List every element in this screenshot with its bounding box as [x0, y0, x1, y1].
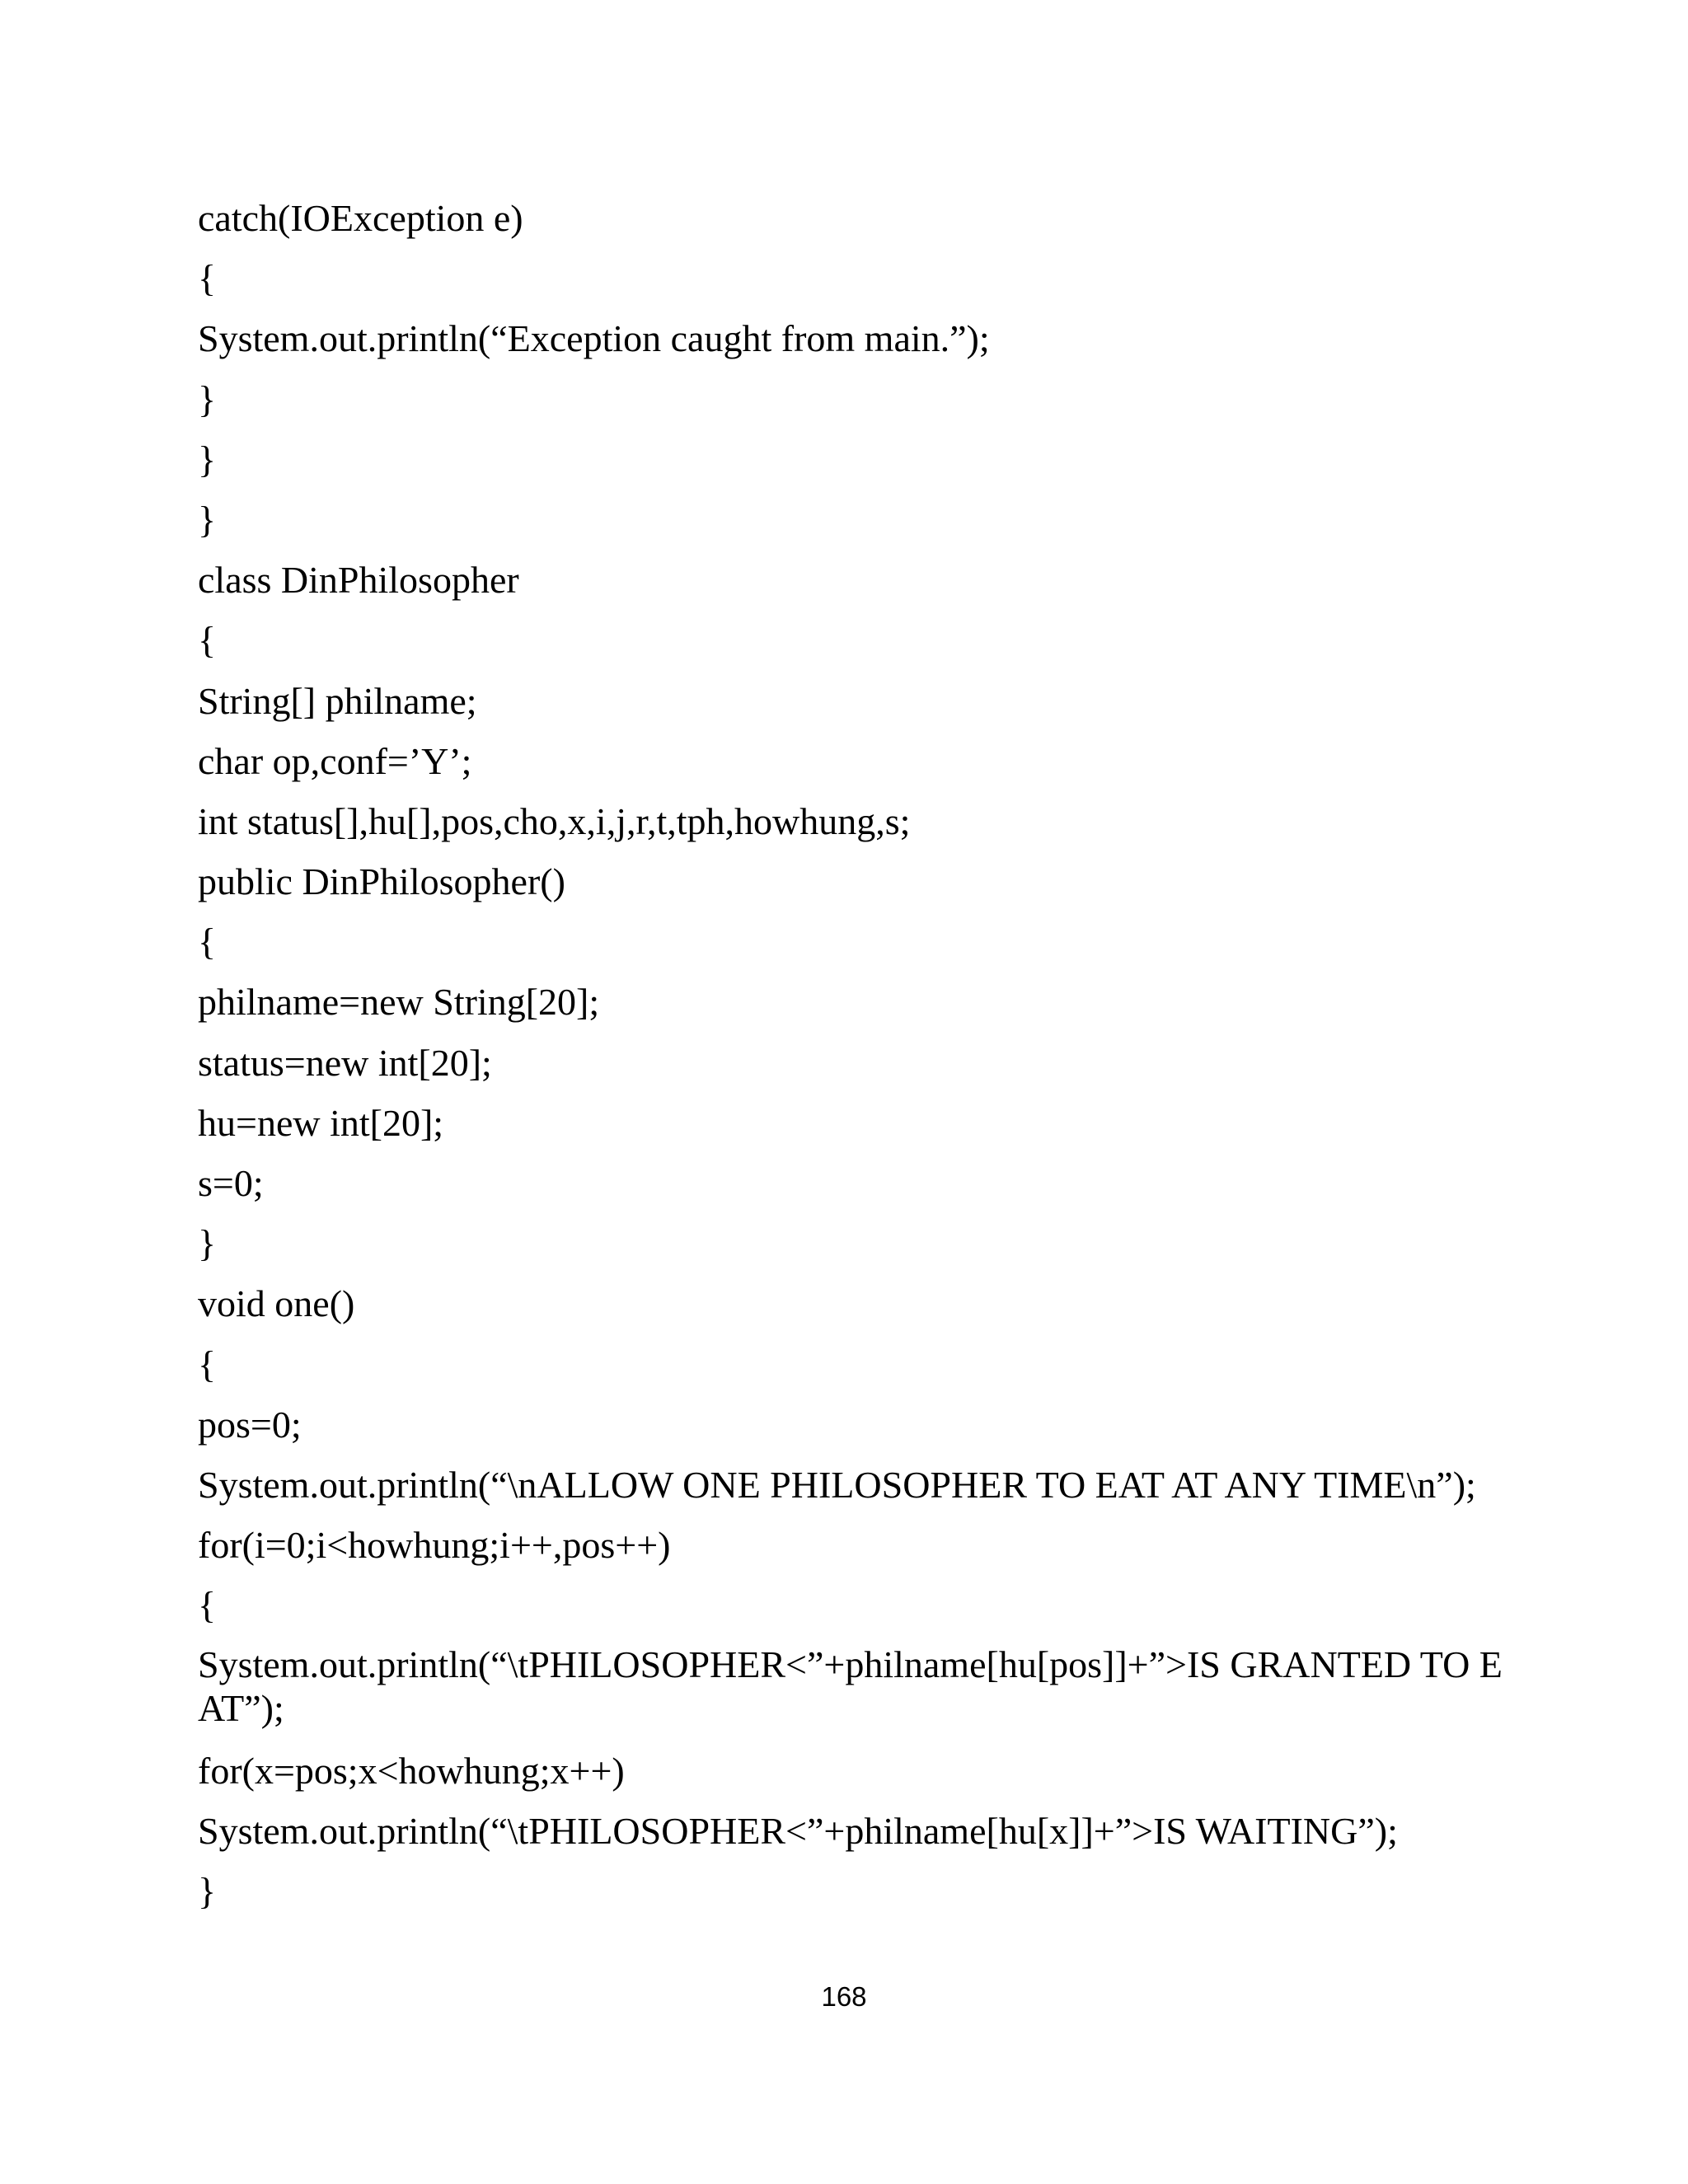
code-line: catch(IOException e)	[198, 197, 523, 239]
code-line: }	[198, 438, 217, 480]
code-line: String[] philname;	[198, 679, 477, 722]
code-line: System.out.println(“\tPHILOSOPHER<”+philname[hu[x]]+”>IS WAITING”);	[198, 1809, 1398, 1852]
code-line: for(x=pos;x<howhung;x++)	[198, 1749, 625, 1792]
code-line: s=0;	[198, 1162, 264, 1204]
code-line: System.out.println(“Exception caught from main.”);	[198, 317, 990, 360]
code-line: }	[198, 1869, 217, 1912]
code-line: int status[],hu[],pos,cho,x,i,j,r,t,tph,howhung,s;	[198, 799, 911, 842]
code-line: public DinPhilosopher()	[198, 860, 565, 903]
code-line: for(i=0;i<howhung;i++,pos++)	[198, 1524, 671, 1567]
code-line: hu=new int[20];	[198, 1101, 444, 1144]
code-line: {	[198, 1343, 217, 1385]
code-line: class DinPhilosopher	[198, 559, 519, 602]
code-line: char op,conf=’Y’;	[198, 739, 472, 782]
code-line: System.out.println(“\nALLOW ONE PHILOSOPHER TO EAT AT ANY TIME\n”);	[198, 1463, 1476, 1506]
code-line: }	[198, 498, 217, 541]
page-number: 168	[821, 1981, 867, 2012]
code-line: {	[198, 619, 217, 662]
code-line: philname=new String[20];	[198, 981, 600, 1024]
code-line: status=new int[20];	[198, 1041, 492, 1084]
code-line: }	[198, 1222, 217, 1265]
code-line: {	[198, 257, 217, 300]
code-line: pos=0;	[198, 1403, 302, 1446]
code-line: {	[198, 921, 217, 963]
code-line: }	[198, 377, 217, 420]
code-line: {	[198, 1584, 217, 1627]
code-listing	[198, 194, 1550, 1928]
code-line: System.out.println(“\tPHILOSOPHER<”+philname[hu[pos]]+”>IS GRANTED TO EAT”);	[198, 1643, 1503, 1729]
code-line: void one()	[198, 1282, 355, 1325]
